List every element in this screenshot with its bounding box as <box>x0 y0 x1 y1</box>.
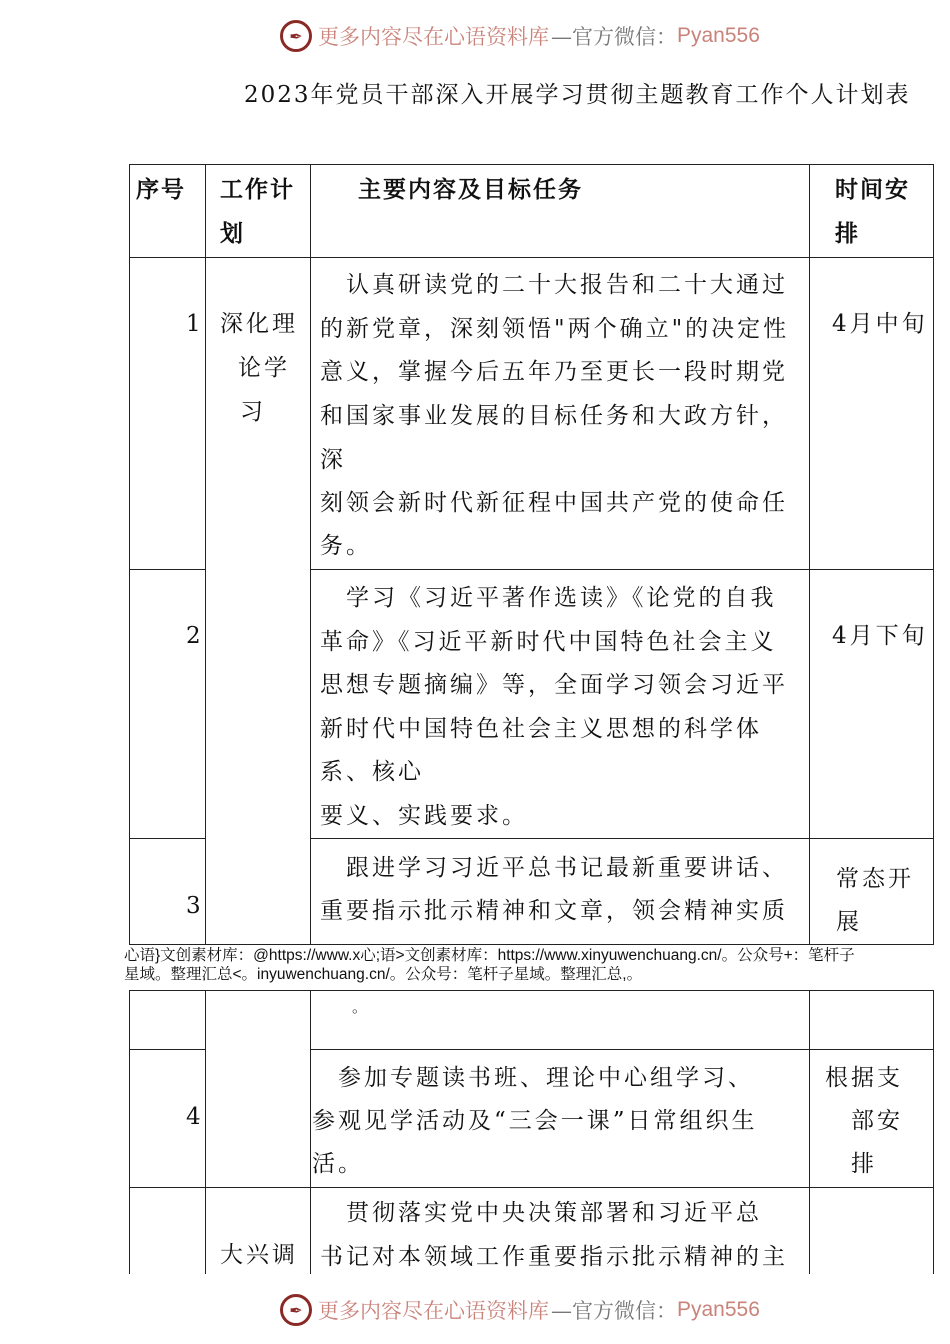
content-line: 思想专题摘编》等，全面学习领会习近平 <box>320 672 788 698</box>
row-number: 4 <box>186 1104 204 1130</box>
watermark-text: 更多内容尽在心语资料库 <box>318 25 549 49</box>
plan-line: 深化理 <box>220 311 298 337</box>
watermark-footer <box>280 1290 760 1330</box>
watermark-id: Pyan556 <box>677 24 760 47</box>
content-line: 刻领会新时代新征程中国共产党的使命任 <box>320 490 788 516</box>
logo-icon: ✒ <box>280 1294 312 1326</box>
footnote-line: 星域。整理汇总<。inyuwenchuang.cn/。公众号：笔杆子星域。整理汇总,。 <box>124 966 643 983</box>
content-line: 学习《习近平著作选读》《论党的自我 <box>320 585 777 611</box>
content-line: 新时代中国特色社会主义思想的科学体 <box>320 716 762 742</box>
time-line: 根据支 <box>825 1065 903 1091</box>
row-number: 2 <box>186 623 204 649</box>
time-line: 4月下旬 <box>832 623 928 649</box>
plan-line: 习 <box>240 399 266 425</box>
content-line: 深 <box>320 447 346 473</box>
plan-line: 论学 <box>238 355 290 381</box>
logo-icon: ✒ <box>280 20 312 52</box>
content-line: 重要指示批示精神和文章，领会精神实质 <box>320 898 788 924</box>
content-line: 的新党章，深刻领悟"两个确立"的决定性 <box>320 316 790 342</box>
time-line: 4月中旬 <box>832 311 928 337</box>
watermark-text: 更多内容尽在心语资料库 <box>318 1299 549 1323</box>
row-number: 3 <box>186 893 204 919</box>
watermark-header <box>280 16 760 56</box>
content-line: 革命》《习近平新时代中国特色社会主义 <box>320 629 777 655</box>
content-line: 跟进学习习近平总书记最新重要讲话、 <box>320 855 788 881</box>
header-plan: 工作计 <box>220 176 295 203</box>
content-line: 参观见学活动及“三会一课”日常组织生 <box>312 1108 758 1134</box>
watermark-official: —官方微信： <box>551 25 677 49</box>
footnote <box>124 946 934 984</box>
header-time-line: 排 <box>835 220 860 247</box>
header-content: 主要内容及目标任务 <box>358 176 583 203</box>
header-time: 时间安 <box>835 176 910 203</box>
time-line: 排 <box>825 1151 877 1177</box>
watermark-id: Pyan556 <box>677 1298 760 1321</box>
content-line: 务。 <box>320 533 372 559</box>
header-plan-line: 划 <box>220 220 245 247</box>
watermark-official: —官方微信： <box>551 1299 677 1323</box>
content-line: 意义，掌握今后五年乃至更长一段时期党 <box>320 359 788 385</box>
plan-line: 大兴调 <box>220 1242 298 1268</box>
header-no: 序号 <box>136 176 186 203</box>
content-line: 活。 <box>312 1151 364 1177</box>
content-line: 。 <box>352 998 371 1016</box>
content-line: 参加专题读书班、理论中心组学习、 <box>312 1065 754 1091</box>
content-line: 书记对本领域工作重要指示批示精神的主 <box>320 1244 788 1270</box>
row-number: 1 <box>186 311 204 337</box>
content-line: 贯彻落实党中央决策部署和习近平总 <box>320 1200 762 1226</box>
content-line: 要义、实践要求。 <box>320 803 528 829</box>
content-line: 和国家事业发展的目标任务和大政方针， <box>320 403 788 429</box>
time-line: 展 <box>836 909 862 935</box>
content-line: 认真研读党的二十大报告和二十大通过 <box>320 272 788 298</box>
time-line: 部安 <box>825 1108 903 1134</box>
footnote-line: 心语}文创素材库：@https://www.x心;语>文创素材库：https://www.xinyuwenchuang.cn/。公众号+：笔杆子 <box>124 947 855 964</box>
content-line: 系、核心 <box>320 759 424 785</box>
time-line: 常态开 <box>836 866 914 892</box>
page-title: 2023年党员干部深入开展学习贯彻主题教育工作个人计划表 <box>244 82 911 108</box>
